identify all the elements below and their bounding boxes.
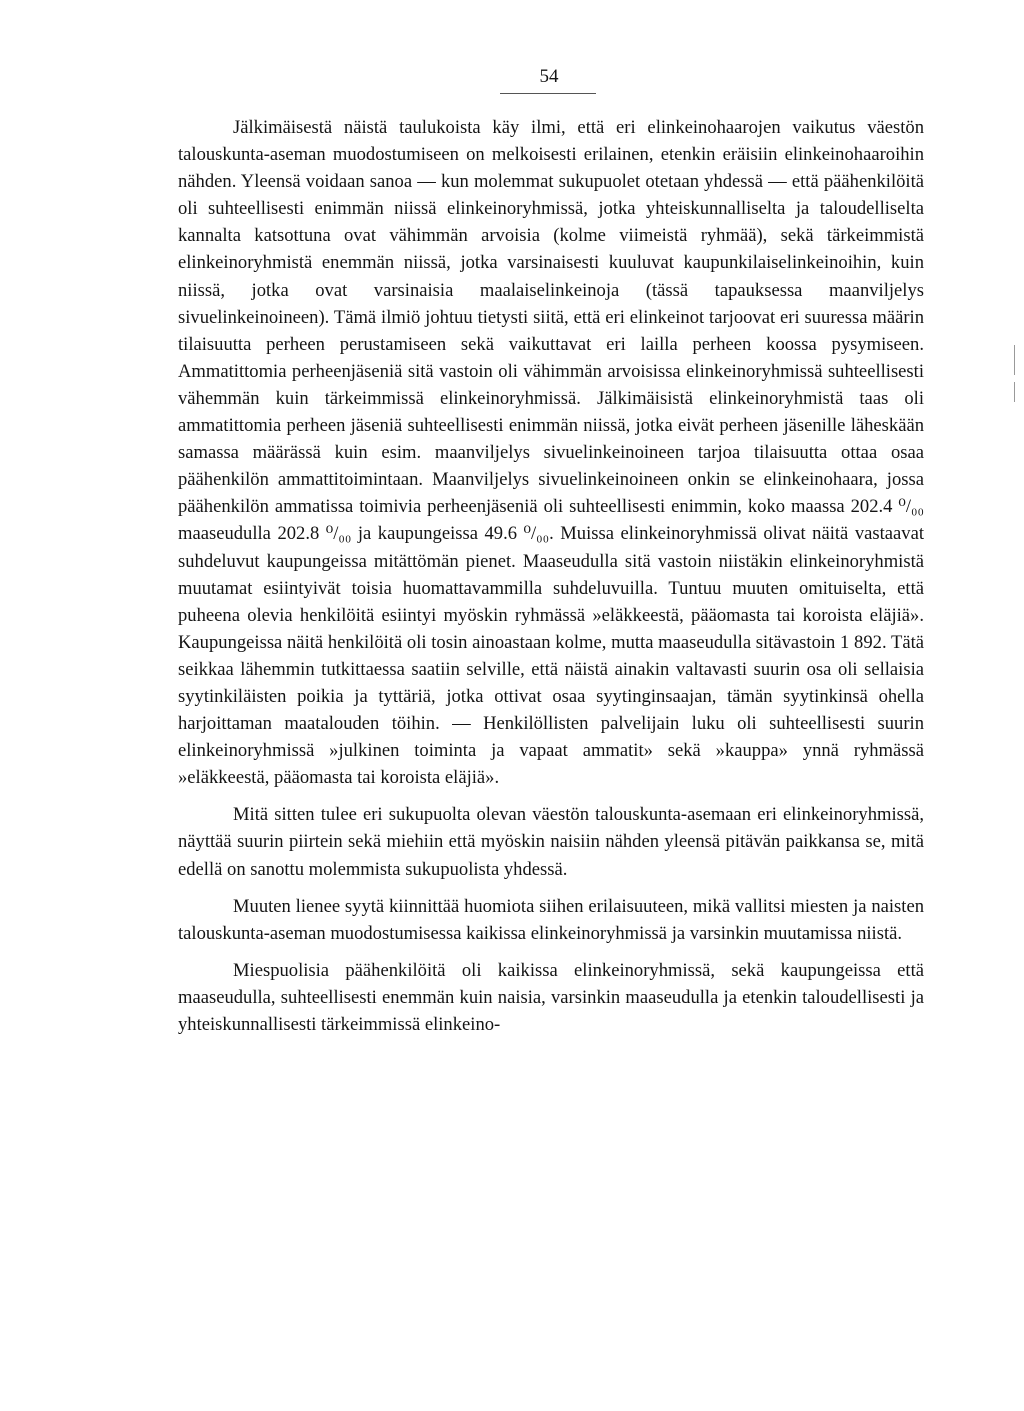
paragraph-4: Miespuolisia päähenkilöitä oli kaikissa elinkeinoryhmissä, sekä kaupungeissa että maaseudulla, suhteellisesti enemmän kuin naisia, varsinkin maaseudulla ja etenkin taloudellisesti ja yhteiskunnallisesti tärkeimmissä elinkeino-	[178, 959, 924, 1035]
paragraph-2: Mitä sitten tulee eri sukupuolta olevan väestön talouskunta-asemaan eri elinkeinoryhmissä, näyttää suurin piirtein sekä miehiin että myöskin naisiin nähden yleensä pitävän paikkansa se, mitä edellä on sanottu molemmista sukupuolista yhdessä.	[178, 804, 924, 880]
paragraph-1: Jälkimäisestä näistä taulukoista käy ilmi, että eri elinkeinohaarojen vaikutus väestön talouskunta-aseman muodostumiseen on melkoisesti erilainen, etenkin eräisiin elinkeinohaaroihin nähden. Yleensä voidaan sanoa — kun molemmat sukupuolet otetaan yhdessä — että päähenkilöitä oli suhteellisesti enimmän niissä elinkeinoryhmissä, jotka yhteiskunnalliselta ja taloudelliselta kannalta katsottuna ovat vähimmän arvoisia (kolme viimeistä ryhmää), sekä tärkeimmistä elinkeinoryhmistä enemmän niissä, jotka varsinaisesti kuuluvat kaupunkilaiselinkeinoihin, kuin niissä, jotka ovat varsinaisia maalaiselinkeinoja (tässä tapauksessa maanviljelys sivuelinkeinoineen). Tämä ilmiö johtuu tietysti siitä, että eri elinkeinot tarjoovat eri suuressa määrin tilaisuutta perheen perustamiseen sekä vaikuttavat eri lailla perheen koossa pysymiseen. Ammatittomia perheenjäseniä sitä vastoin oli vähimmän arvoisissa elinkeinoryhmissä suhteellisesti vähemmän kuin tärkeimmissä elinkeinoryhmissä. Jälkimäisistä elinkeinoryhmistä taas oli ammatittomia perheen jäseniä suhteellisesti enimmän niissä, jotka eivät perheen jäsenille läheskään samassa määrässä kuin esim. maanviljelys sivuelinkeinoineen tarjoa tilaisuutta ottaa osaa päähenkilön ammattitoimintaan. Maanviljelys sivuelinkeinoineen onkin se elinkeinohaara, jossa päähenkilön ammatissa toimivia perheenjäseniä oli suhteellisesti enimmin, koko maassa 202.4 ⁰/₀₀ maaseudulla 202.8 ⁰/₀₀ ja kaupungeissa 49.6 ⁰/₀₀. Muissa elinkeinoryhmissä olivat näitä vastaavat suhdeluvut kaupungeissa mitättömän pienet. Maaseudulla sitä vastoin niistäkin elinkeinoryhmistä muutamat esiintyivät toisia huomattavammilla suhdeluvuilla. Tuntuu muuten omituiselta, että puheena olevia henkilöitä esiintyi myöskin ryhmässä »eläkkeestä, pääomasta tai koroista eläjiä». Kaupungeissa näitä henkilöitä oli tosin ainoastaan kolme, mutta maaseudulla sitävastoin 1 892. Tätä seikkaa lähemmin tutkittaessa saatiin selville, että näistä ainakin valtavasti suurin osa oli sellaisia syytinkiläisten poikia ja tyttäriä, jotka ottivat osaa syytinginsaajan, tämän syytinkinsä ohella harjoittaman maatalouden töihin. — Henkilöllisten palvelijain luku oli suhteellisesti suurin elinkeinoryhmissä »julkinen toiminta ja vapaat ammatit» sekä »kauppa» ynnä ryhmässä »eläkkeestä, pääomasta tai koroista eläjiä».	[178, 117, 924, 789]
margin-mark	[1014, 382, 1015, 402]
body-text	[178, 114, 924, 1038]
header-rule	[500, 93, 596, 94]
margin-mark	[1014, 345, 1015, 375]
page-number: 54	[539, 66, 559, 87]
paragraph-3: Muuten lienee syytä kiinnittää huomiota siihen erilaisuuteen, mikä vallitsi miesten ja naisten talouskunta-aseman muodostumisessa kaikissa elinkeinoryhmissä ja varsinkin muutamissa niistä.	[178, 895, 924, 944]
